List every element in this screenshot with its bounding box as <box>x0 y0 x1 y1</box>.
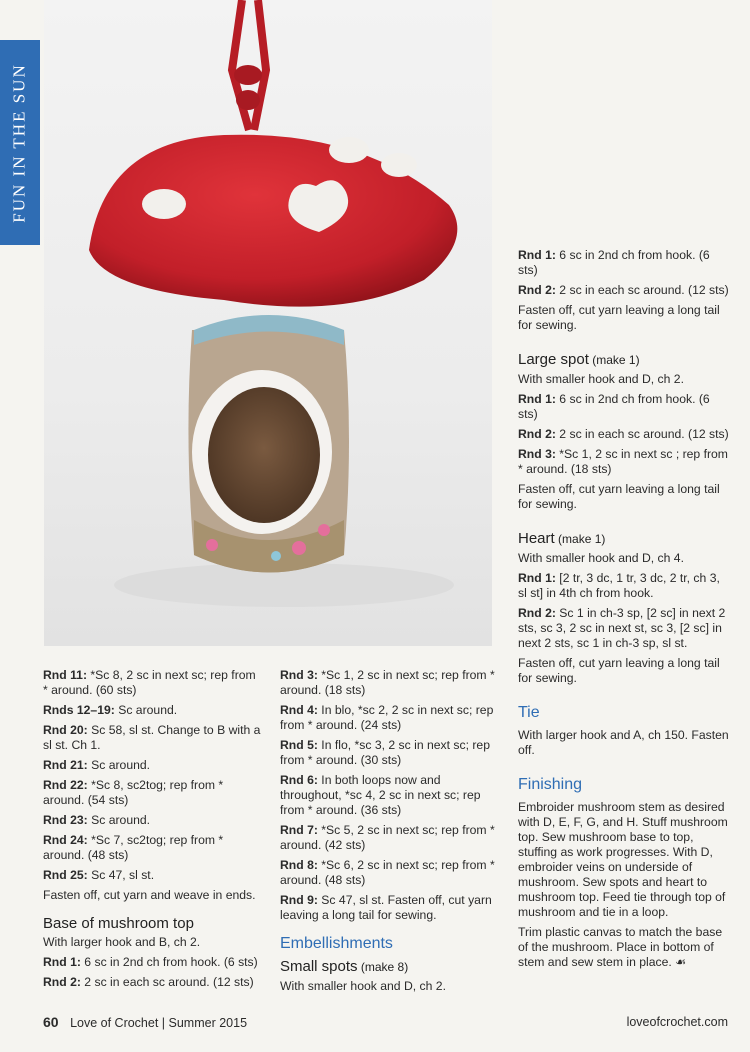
instruction-small-rnd1: Rnd 1: 6 sc in 2nd ch from hook. (6 sts) <box>518 248 710 277</box>
instruction-rnds12-19: Rnds 12–19: Sc around. <box>43 703 178 717</box>
tie-text: With larger hook and A, ch 150. Fasten off. <box>518 728 729 757</box>
instruction-base-rnd1: Rnd 1: 6 sc in 2nd ch from hook. (6 sts) <box>43 955 258 969</box>
instruction-rnd20: Rnd 20: Sc 58, sl st. Change to B with a sl st. Ch 1. <box>43 723 261 752</box>
section-tab <box>0 40 40 245</box>
instruction-rnd25: Rnd 25: Sc 47, sl st. <box>43 868 155 882</box>
instruction-rnd24: Rnd 24: *Sc 7, sc2tog; rep from * around. (48 sts) <box>43 833 224 862</box>
magazine-name: Love of Crochet <box>70 1016 159 1030</box>
instruction-rnd22: Rnd 22: *Sc 8, sc2tog; rep from * around. (54 sts) <box>43 778 224 807</box>
base-intro: With larger hook and B, ch 2. <box>43 935 201 949</box>
heading-finishing: Finishing <box>518 776 583 793</box>
instruction-rnd7: Rnd 7: *Sc 5, 2 sc in next sc; rep from * around. (42 sts) <box>280 823 495 852</box>
mushroom-photo <box>44 0 492 646</box>
mushroom-illustration <box>44 0 492 646</box>
heart-fasten: Fasten off, cut yarn leaving a long tail for sewing. <box>518 656 720 685</box>
instruction-rnd23: Rnd 23: Sc around. <box>43 813 151 827</box>
instruction-large-rnd2: Rnd 2: 2 sc in each sc around. (12 sts) <box>518 427 729 441</box>
instruction-rnd4: Rnd 4: In blo, *sc 2, 2 sc in next sc; rep from * around. (24 sts) <box>280 703 494 732</box>
instruction-rnd21: Rnd 21: Sc around. <box>43 758 151 772</box>
large-fasten: Fasten off, cut yarn leaving a long tail for sewing. <box>518 482 720 511</box>
heading-tie: Tie <box>518 704 540 721</box>
instruction-base-rnd2: Rnd 2: 2 sc in each sc around. (12 sts) <box>43 975 254 989</box>
finishing-text-2: Trim plastic canvas to match the base of the mushroom. Place in bottom of stem and sew stem in place. ☙ <box>518 925 723 969</box>
instruction-large-rnd3: Rnd 3: *Sc 1, 2 sc in next sc ; rep from * around. (18 sts) <box>518 447 728 476</box>
column-1 <box>43 668 263 995</box>
issue-label: | Summer 2015 <box>161 1016 248 1030</box>
small-spots-intro: With smaller hook and D, ch 2. <box>280 979 446 993</box>
heading-heart: Heart (make 1) <box>518 530 606 547</box>
heart-intro: With smaller hook and D, ch 4. <box>518 551 684 565</box>
end-mark-icon: ☙ <box>671 955 687 969</box>
instruction-small-rnd2: Rnd 2: 2 sc in each sc around. (12 sts) <box>518 283 729 297</box>
footer-left <box>43 1014 247 1030</box>
large-spot-intro: With smaller hook and D, ch 2. <box>518 372 684 386</box>
instruction-rnd11: Rnd 11: *Sc 8, 2 sc in next sc; rep from * around. (60 sts) <box>43 668 256 697</box>
heading-large-spot: Large spot (make 1) <box>518 351 640 368</box>
finishing-text-1: Embroider mushroom stem as desired with D, E, F, G, and H. Stuff mushroom top. Sew mushroom base to top, stuffing as work progresses. With D, embroider veins on underside of mushroom. Sew spots and heart to mushroom top. Feed tie through top of mushroom and tie in a loop. <box>518 800 728 919</box>
heading-small-spots: Small spots (make 8) <box>280 958 409 975</box>
instruction-heart-rnd1: Rnd 1: [2 tr, 3 dc, 1 tr, 3 dc, 2 tr, ch 3, sl st] in 4th ch from hook. <box>518 571 720 600</box>
heading-embellishments: Embellishments <box>280 935 393 952</box>
heading-base-of-mushroom-top: Base of mushroom top <box>43 915 194 932</box>
instruction-rnd5: Rnd 5: In flo, *sc 3, 2 sc in next sc; rep from * around. (30 sts) <box>280 738 490 767</box>
column-3 <box>518 248 730 975</box>
small-fasten: Fasten off, cut yarn leaving a long tail for sewing. <box>518 303 720 332</box>
instruction-rnd3: Rnd 3: *Sc 1, 2 sc in next sc; rep from * around. (18 sts) <box>280 668 495 697</box>
instruction-rnd6: Rnd 6: In both loops now and throughout, *sc 4, 2 sc in next sc; rep from * around. (36 sts) <box>280 773 481 817</box>
page-number: 60 <box>43 1014 59 1030</box>
instruction-heart-rnd2: Rnd 2: Sc 1 in ch-3 sp, [2 sc] in next 2 sts, sc 3, 2 sc in next st, sc 3, [2 sc] in next 2 sts, sc 1 in ch-3 sp, sl st. <box>518 606 726 650</box>
instruction-fasten: Fasten off, cut yarn and weave in ends. <box>43 888 256 902</box>
instruction-rnd8: Rnd 8: *Sc 6, 2 sc in next sc; rep from * around. (48 sts) <box>280 858 495 887</box>
footer-url: loveofcrochet.com <box>626 1015 728 1029</box>
section-tab-label: FUN IN THE SUN <box>10 62 30 223</box>
instruction-rnd9: Rnd 9: Sc 47, sl st. Fasten off, cut yarn leaving a long tail for sewing. <box>280 893 492 922</box>
instruction-large-rnd1: Rnd 1: 6 sc in 2nd ch from hook. (6 sts) <box>518 392 710 421</box>
column-2 <box>280 668 498 999</box>
